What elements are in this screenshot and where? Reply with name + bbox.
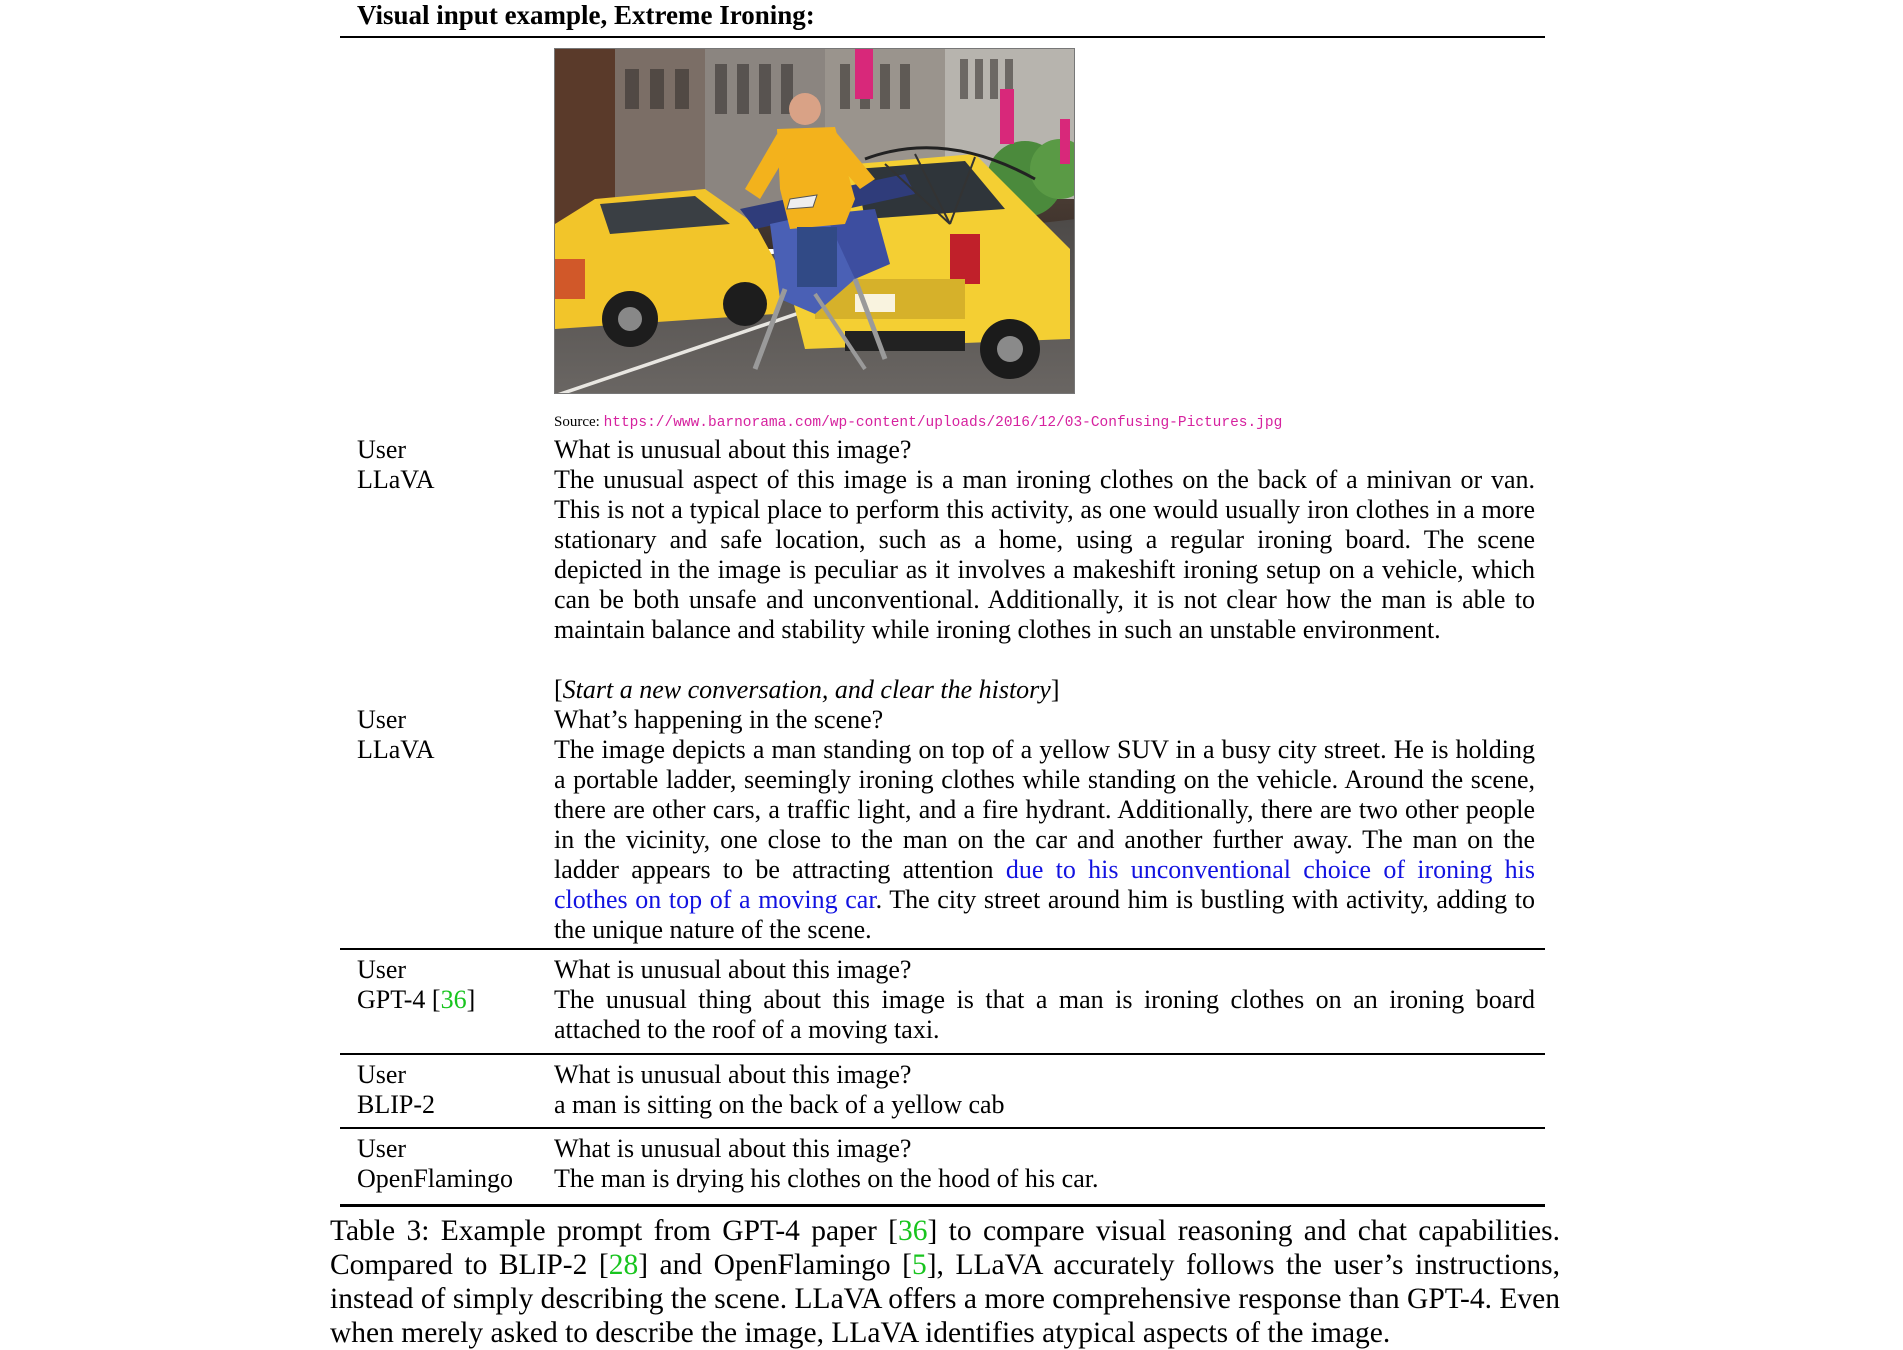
extreme-ironing-photo <box>554 48 1075 394</box>
user-question: What’s happening in the scene? <box>554 705 884 734</box>
reset-note <box>554 675 1535 705</box>
model-label: GPT-4 <box>357 985 426 1014</box>
cite-close: ] <box>466 985 476 1014</box>
openflamingo-answer: The man is drying his clothes on the hood of his car. <box>554 1164 1099 1193</box>
answer-text: The image depicts a man standing on top of a yellow SUV in a busy city street. He is holding a portable ladder, seemingly ironing clothes while standing on the vehicle. Around the scene, there are other cars, a traffic light, and a fire hydrant. Additionally, there are two other people in the vicinity, one close to the man on the car and another further away. The man on the ladder appears to be attracting attention <box>554 735 1535 884</box>
highlighted-phrase: due to his unconventional choice of ironing his clothes on top of a moving car <box>554 855 1535 914</box>
citation-link[interactable]: 36 <box>440 985 467 1014</box>
caption-text: Table 3: Example prompt from GPT-4 paper [ <box>330 1215 898 1247</box>
top-rule <box>340 36 1545 38</box>
citation-link[interactable]: 28 <box>608 1249 639 1281</box>
rule-after-gpt4 <box>340 1053 1545 1055</box>
source-url-link[interactable]: https://www.barnorama.com/wp-content/uploads/2016/12/03-Confusing-Pictures.jpg <box>603 415 1283 431</box>
citation-link[interactable]: 36 <box>897 1215 928 1247</box>
rule-after-blip2 <box>340 1127 1545 1129</box>
table-title: Visual input example, Extreme Ironing: <box>357 0 815 30</box>
speaker-llava: LLaVA <box>357 465 435 494</box>
speaker-blip2: BLIP-2 <box>357 1090 435 1119</box>
speaker-user: User <box>357 955 407 984</box>
speaker-user: User <box>357 1060 407 1089</box>
caption-text: ] to compare visual reasoning and chat capabilities. Compared to BLIP-2 [ <box>330 1215 1560 1281</box>
caption-text: ] and OpenFlamingo [ <box>638 1249 912 1281</box>
cite-open: [ <box>425 985 441 1014</box>
user-question: What is unusual about this image? <box>554 1134 912 1163</box>
reset-note-text: Start a new conversation, and clear the history <box>562 675 1051 704</box>
llava-answer-2 <box>554 735 1535 945</box>
reset-note-close: ] <box>1050 675 1060 704</box>
speaker-user: User <box>357 705 407 734</box>
reset-note-open: [ <box>554 675 563 704</box>
speaker-user: User <box>357 435 407 464</box>
caption-text: ], LLaVA accurately follows the user’s instructions, instead of simply describing the scene. LLaVA offers a more comprehensive response than GPT-4. Even when merely asked to describe the image, LLaVA identifies atypical aspects of the image. <box>330 1249 1561 1349</box>
bottom-rule <box>340 1204 1545 1207</box>
user-question: What is unusual about this image? <box>554 1060 912 1089</box>
photo-illustration <box>555 49 1075 394</box>
gpt4-answer: The unusual thing about this image is that a man is ironing clothes on an ironing board attached to the roof of a moving taxi. <box>554 985 1535 1044</box>
user-question: What is unusual about this image? <box>554 435 912 464</box>
rule-after-llava <box>340 948 1545 950</box>
llava-answer-1: The unusual aspect of this image is a man ironing clothes on the back of a minivan or van. This is not a typical place to perform this activity, as one would usually iron clothes in a more stationary and safe location, such as a home, using a regular ironing board. The scene depicted in the image is peculiar as it involves a makeshift ironing setup on a vehicle, which can be both unsafe and unconventional. Additionally, it is not clear how the man is able to maintain balance and stability while ironing clothes in such an unstable environment. <box>554 465 1535 644</box>
answer-text: . The city street around him is bustling with activity, adding to the unique nature of the scene. <box>554 885 1535 944</box>
source-label: Source: <box>554 414 600 430</box>
speaker-llava: LLaVA <box>357 735 435 764</box>
speaker-openflamingo: OpenFlamingo <box>357 1164 513 1193</box>
blip2-answer: a man is sitting on the back of a yellow cab <box>554 1090 1005 1119</box>
table-caption <box>330 1214 1560 1350</box>
user-question: What is unusual about this image? <box>554 955 912 984</box>
speaker-gpt4 <box>357 985 547 1015</box>
speaker-user: User <box>357 1134 407 1163</box>
citation-link[interactable]: 5 <box>911 1249 927 1281</box>
image-source <box>554 412 1282 433</box>
